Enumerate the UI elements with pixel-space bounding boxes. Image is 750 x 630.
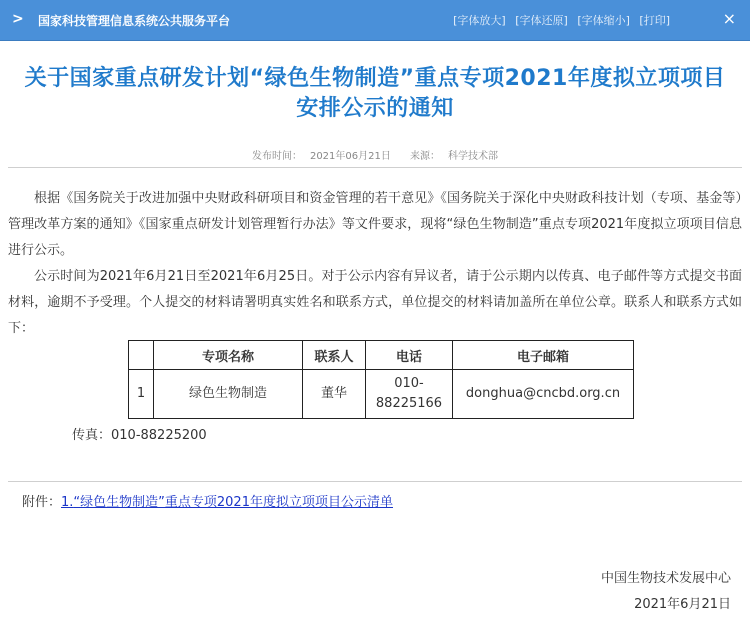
signature-org: 中国生物技术发展中心 [600, 571, 731, 586]
font-shrink-button[interactable]: [字体缩小] [577, 14, 630, 27]
close-icon[interactable]: × [722, 9, 736, 28]
page-title [0, 64, 750, 124]
attachment-link[interactable]: “绿色生物制造”重点专项2021年度拟立项项目公示清单 [73, 495, 393, 510]
divider [8, 167, 742, 168]
font-reset-button[interactable]: [字体还原] [515, 14, 568, 27]
title-line-1: 关于国家重点研发计划“绿色生物制造”重点专项2021年度拟立项项目 [24, 66, 726, 91]
divider [8, 481, 742, 482]
site-name: 国家科技管理信息系统公共服务平台 [38, 14, 231, 28]
publish-label: 发布时间： [251, 151, 302, 162]
article-body [8, 186, 742, 342]
attachment-label: 附件： [22, 495, 62, 510]
print-button[interactable]: [打印] [639, 14, 670, 27]
contact-table [128, 340, 634, 419]
table-cell-contact: 董华 [303, 370, 366, 419]
table-cell-email: donghua@cncbd.org.cn [453, 370, 634, 419]
table-cell-phone: 010- 88225166 [366, 370, 453, 419]
table-cell-project: 绿色生物制造 [154, 370, 303, 419]
attachment [22, 491, 393, 510]
signature-date: 2021年6月21日 [634, 597, 731, 612]
article-meta [0, 147, 750, 162]
table-header-index [129, 341, 154, 370]
signature [601, 566, 731, 618]
paragraph-2: 公示时间为2021年6月21日至2021年6月25日。对于公示内容有异议者，请于公示期内以传真、电子邮件等方式提交书面材料，逾期不予受理。个人提交的材料请署明真实姓名和联系方式，单位提交的材料请加盖所在单位公章。联系人和联系方式如下： [8, 269, 742, 336]
publish-date: 2021年06月21日 [309, 151, 391, 162]
table-cell-index: 1 [129, 370, 154, 419]
source: 科学技术部 [448, 151, 499, 162]
paragraph-1: 根据《国务院关于改进加强中央财政科研项目和资金管理的若干意见》《国务院关于深化中央财政科技计划（专项、基金等）管理改革方案的通知》《国家重点研发计划管理暂行办法》等文件要求，现将“绿色生物制造”重点专项2021年度拟立项项目信息进行公示。 [8, 191, 742, 258]
table-header-email: 电子邮箱 [453, 341, 634, 370]
table-header-project: 专项名称 [154, 341, 303, 370]
attachment-index[interactable]: 1. [61, 495, 74, 510]
table-header-contact: 联系人 [303, 341, 366, 370]
table-header-row [129, 341, 634, 370]
table-row [129, 370, 634, 419]
source-label: 来源： [410, 151, 441, 162]
font-tools [447, 12, 670, 28]
fax-line: 传真：010-88225200 [72, 428, 207, 443]
title-line-2: 安排公示的通知 [296, 96, 454, 121]
top-bar [0, 0, 750, 41]
chevron-right-icon[interactable]: > [12, 11, 24, 27]
table-header-phone: 电话 [366, 341, 453, 370]
font-enlarge-button[interactable]: [字体放大] [453, 14, 506, 27]
